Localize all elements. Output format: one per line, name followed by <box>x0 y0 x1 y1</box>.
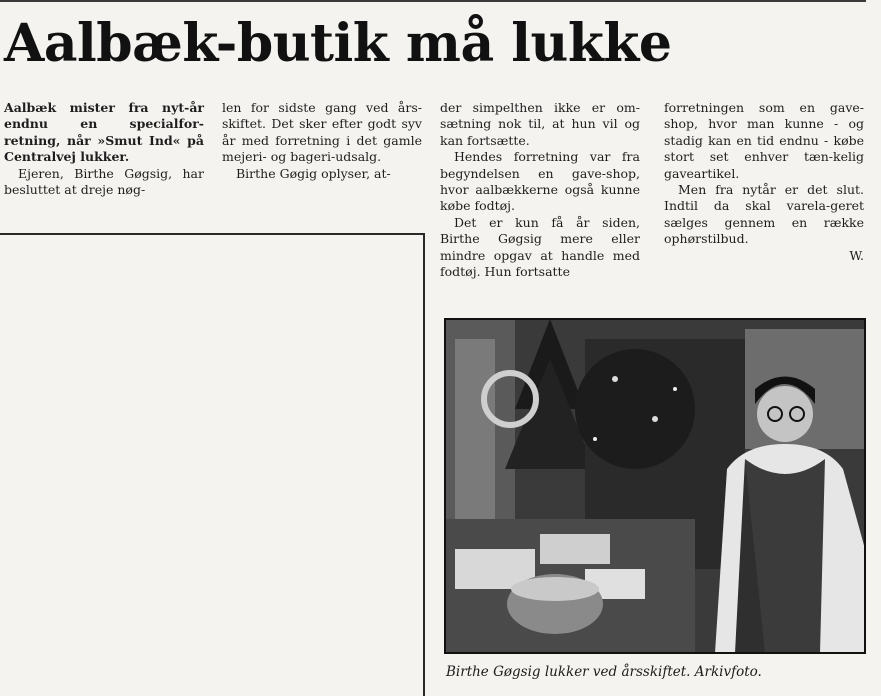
photo-caption: Birthe Gøgsig lukker ved årsskiftet. Arkivfoto. <box>446 664 762 680</box>
article-column-4 <box>664 100 864 264</box>
lead-paragraph: Aalbæk mister fra nyt-år endnu en specialfor-retning, når »Smut Ind« på Centralvej lukker. <box>4 100 204 165</box>
body-paragraph: forretningen som en gave-shop, hvor man kunne - og stadig kan en tid endnu - købe stort set enhver tæn-kelig gaveartikel. <box>664 100 864 181</box>
article-column-2 <box>222 100 422 182</box>
headline: Aalbæk-butik må lukke <box>4 13 672 74</box>
article-column-1 <box>4 100 204 198</box>
body-paragraph: Det er kun få år siden, Birthe Gøgsig mere eller mindre opgav at handle med fodtøj. Hun fortsatte <box>440 214 640 280</box>
body-paragraph: der simpelthen ikke er om-sætning nok til, at hun vil og kan fortsætte. <box>440 100 640 148</box>
article-column-3 <box>440 100 640 280</box>
top-rule <box>0 0 866 2</box>
box-border-right <box>423 233 425 696</box>
body-paragraph: Men fra nytår er det slut. Indtil da skal varela-geret sælges gennem en række ophørstilbud. <box>664 182 864 247</box>
box-border-top <box>0 233 424 235</box>
adjacent-article-area <box>0 235 423 696</box>
author-signature: W. <box>849 247 864 263</box>
body-paragraph: len for sidste gang ved års-skiftet. Det sker efter godt syv år med forretning i det gamle mejeri- og bageri-udsalg. <box>222 100 422 165</box>
body-paragraph: Ejeren, Birthe Gøgsig, har besluttet at dreje nøg- <box>4 165 204 198</box>
body-paragraph: Birthe Gøgig oplyser, at- <box>236 165 391 181</box>
news-photo <box>444 318 866 654</box>
body-paragraph: Hendes forretning var fra begyndelsen en gave-shop, hvor aalbækkerne også kunne købe fodtøj. <box>440 149 640 214</box>
